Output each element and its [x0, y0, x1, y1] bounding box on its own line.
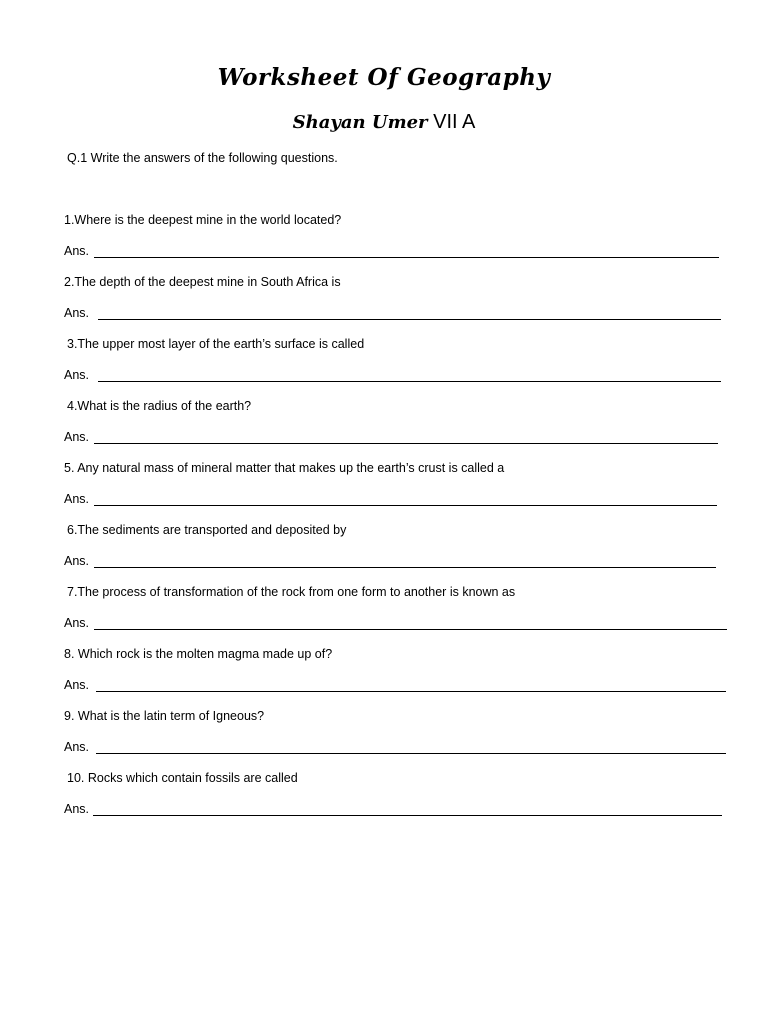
student-info	[0, 111, 768, 134]
answer-label: Ans.	[64, 802, 90, 816]
answer-label: Ans.	[64, 678, 90, 692]
answer-row-7	[64, 616, 729, 632]
answer-line-4[interactable]	[94, 443, 718, 444]
answer-label: Ans.	[64, 740, 90, 754]
answer-line-10[interactable]	[93, 815, 722, 816]
answer-row-4	[64, 430, 720, 446]
instruction-text: Q.1 Write the answers of the following questions.	[67, 151, 338, 165]
question-10: 10. Rocks which contain fossils are called	[67, 771, 298, 785]
student-name: Shayan Umer	[292, 112, 428, 133]
question-2: 2.The depth of the deepest mine in South Africa is	[64, 275, 341, 289]
question-1: 1.Where is the deepest mine in the world located?	[64, 213, 342, 227]
worksheet-title: Worksheet Of Geography	[217, 64, 551, 91]
answer-line-5[interactable]	[94, 505, 717, 506]
answer-label: Ans.	[64, 430, 90, 444]
question-6: 6.The sediments are transported and deposited by	[67, 523, 347, 537]
answer-row-3	[64, 368, 722, 384]
question-5: 5. Any natural mass of mineral matter that makes up the earth’s crust is called a	[64, 461, 505, 475]
question-9: 9. What is the latin term of Igneous?	[64, 709, 265, 723]
answer-label: Ans.	[64, 554, 90, 568]
answer-row-9	[64, 740, 728, 756]
question-8: 8. Which rock is the molten magma made up of?	[64, 647, 333, 661]
answer-row-2	[64, 306, 722, 322]
answer-label: Ans.	[64, 306, 90, 320]
answer-row-1	[64, 244, 720, 260]
answer-line-1[interactable]	[94, 257, 719, 258]
answer-label: Ans.	[64, 244, 90, 258]
answer-row-8	[64, 678, 728, 694]
question-7: 7.The process of transformation of the rock from one form to another is known as	[67, 585, 516, 599]
answer-line-8[interactable]	[96, 691, 726, 692]
answer-line-6[interactable]	[94, 567, 716, 568]
answer-line-3[interactable]	[98, 381, 721, 382]
answer-label: Ans.	[64, 492, 90, 506]
question-4: 4.What is the radius of the earth?	[67, 399, 252, 413]
answer-line-2[interactable]	[98, 319, 721, 320]
question-3: 3.The upper most layer of the earth’s surface is called	[67, 337, 365, 351]
answer-line-7[interactable]	[94, 629, 727, 630]
answer-label: Ans.	[64, 368, 90, 382]
student-class: VII A	[433, 111, 476, 133]
answer-line-9[interactable]	[96, 753, 726, 754]
answer-row-6	[64, 554, 718, 570]
answer-row-10	[64, 802, 724, 818]
answer-label: Ans.	[64, 616, 90, 630]
answer-row-5	[64, 492, 720, 508]
